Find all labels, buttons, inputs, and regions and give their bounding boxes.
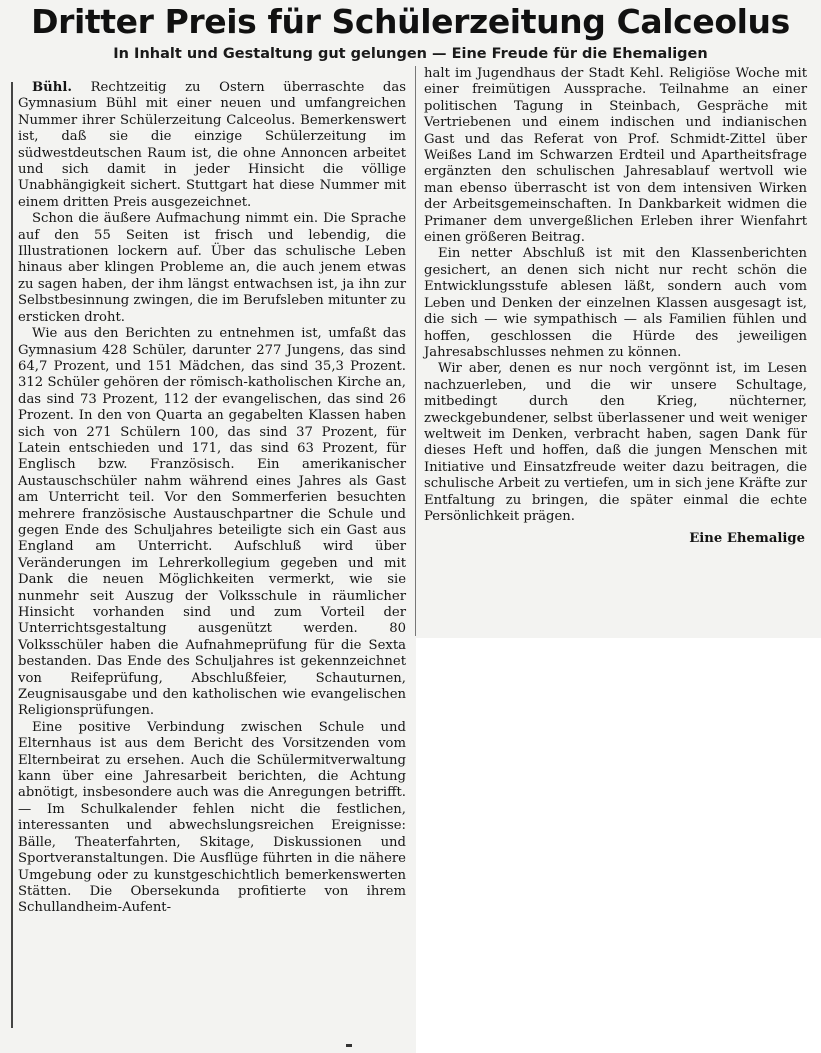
blank-area xyxy=(416,638,821,1053)
dateline: Bühl. xyxy=(32,80,72,95)
paragraph-text: Rechtzeitig zu Ostern überraschte das Gymnasium Bühl mit einer neuen und umfangreichen Nummer ihrer Schülerzeitung Calceolus. Bemerkenswert ist, daß sie die einzige Schülerzeitung im südwestdeutschen Raum ist, die ohne Annoncen arbeitet und sich damit in jeder Hinsicht die völlige Unabhängigkeit sichert. Stuttgart hat diese Nummer mit einem dritten Preis ausgezeichnet. xyxy=(18,80,406,210)
left-column-rule xyxy=(11,82,13,1028)
paragraph xyxy=(18,80,406,211)
paragraph: Wir aber, denen es nur noch vergönnt ist, im Lesen nachzuerleben, und die wir unsere Schultage, mitbedingt durch den Krieg, nüchterner, zweckgebundener, selbst überlassener und weit weniger weltweit im Denken, verbracht haben, sagen Dank für dieses Heft und hoffen, daß die jungen Menschen mit Initiative und Einsatzfreude weiter dazu beitragen, die schulische Arbeit zu vertiefen, um in sich jene Kräfte zur Entfaltung zu bringen, die später einmal die echte Persönlichkeit prägen. xyxy=(424,361,807,524)
paragraph: Wie aus den Berichten zu entnehmen ist, umfaßt das Gymnasium 428 Schüler, darunter 277 Jungens, das sind 64,7 Prozent, und 151 Mädchen, das sind 35,3 Prozent. 312 Schüler gehören der römisch-katholischen Kirche an, das sind 73 Prozent, 112 der evangelischen, das sind 26 Prozent. In den von Quarta an gegabelten Klassen haben sich von 271 Schülern 100, das sind 37 Prozent, für Latein entschieden und 171, das sind 63 Prozent, für Englisch bzw. Französisch. Ein amerikanischer Austauschschüler nahm während eines Jahres als Gast am Unterricht teil. Vor den Sommerferien besuchten mehrere französische Austauschpartner die Schule und gegen Ende des Schuljahres beteiligte sich ein Gast aus England am Unterricht. Aufschluß wird über Veränderungen im Lehrerkollegium gegeben und mit Dank die neuen Möglichkeiten vermerkt, wie sie nunmehr seit Auszug der Volksschule in räumlicher Hinsicht vorhanden sind und zum Vorteil der Unterrichtsgestaltung ausgenützt werden. 80 Volksschüler haben die Aufnahmeprüfung für die Sexta bestanden. Das Ende des Schuljahres ist gekennzeichnet von Reifeprüfung, Abschlußfeier, Schauturnen, Zeugnisausgabe und den katholischen wie evangelischen Religionsprüfungen. xyxy=(18,326,406,719)
paragraph: Ein netter Abschluß ist mit den Klassenberichten gesichert, an denen sich nicht nur recht schön die Entwicklungsstufe ablesen läßt, sondern auch vom Leben und Denken der einzelnen Klassen ausgesagt ist, die sich — wie sympathisch — als Familien fühlen und hoffen, geschlossen die Hürde des jeweiligen Jahresabschlusses nehmen zu können. xyxy=(424,246,807,360)
article-column-left xyxy=(18,80,406,917)
signature: Eine Ehemalige xyxy=(689,531,805,547)
headline: Dritter Preis für Schülerzeitung Calceolus xyxy=(31,2,790,41)
paragraph: halt im Jugendhaus der Stadt Kehl. Religiöse Woche mit einer freimütigen Aussprache. Teilnahme an einer politischen Tagung in Steinbach, Gespräche mit Vertriebenen und einem indischen und indianischen Gast und das Referat von Prof. Schmidt-Zittel über Weißes Land im Schwarzen Erdteil und Apartheitsfrage ergänzten den schulischen Jahresablauf wertvoll wie man ebenso überrascht ist von dem intensiven Wirken der Arbeitsgemeinschaften. In Dankbarkeit widmen die Primaner dem unvergeßlichen Erleben ihrer Wienfahrt einen größeren Beitrag. xyxy=(424,66,807,246)
paragraph: Eine positive Verbindung zwischen Schule und Elternhaus ist aus dem Bericht des Vorsitzenden vom Elternbeirat zu ersehen. Auch die Schülermitverwaltung kann über eine Jahresarbeit berichten, die Achtung abnötigt, insbesondere auch was die Anregungen betrifft. — Im Schulkalender fehlen nicht die festlichen, interessanten und abwechslungsreichen Ereignisse: Bälle, Theaterfahrten, Skitage, Diskussionen und Sportveranstaltungen. Die Ausflüge führten in die nähere Umgebung oder zu kunstgeschichtlich bemerkenswerten Stätten. Die Obersekunda profitierte von ihrem Schullandheim-Aufent- xyxy=(18,719,406,916)
article-column-right xyxy=(424,66,807,548)
column-divider xyxy=(415,66,416,636)
subheadline: In Inhalt und Gestaltung gut gelungen — Eine Freude für die Ehemaligen xyxy=(113,46,708,62)
print-mark xyxy=(346,1044,352,1047)
paragraph: Schon die äußere Aufmachung nimmt ein. Die Sprache auf den 55 Seiten ist frisch und lebendig, die Illustrationen lockern auf. Über das schulische Leben hinaus aber klingen Probleme an, die auch jenem etwas zu sagen haben, der ihm längst entwachsen ist, ja ihn zur Selbstbesinnung zwingen, die im Berufsleben mitunter zu ersticken droht. xyxy=(18,211,406,325)
